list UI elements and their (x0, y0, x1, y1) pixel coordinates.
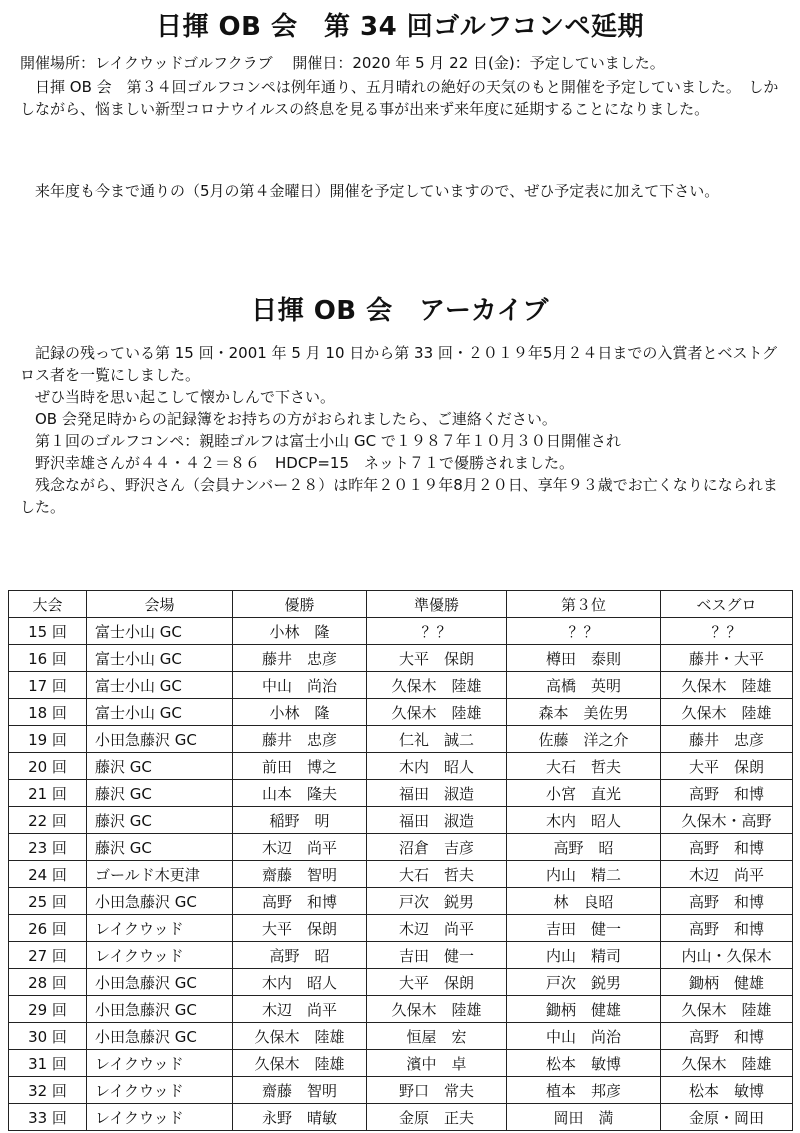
runner-up-cell: ？？ (367, 618, 507, 645)
archive-line: OB 会発足時からの記録簿をお持ちの方がおられましたら、ご連絡ください。 (35, 410, 557, 428)
best-gross-cell: 久保木・高野 (661, 807, 793, 834)
event-cell: 32 回 (9, 1077, 87, 1104)
event-cell: 31 回 (9, 1050, 87, 1077)
venue-cell: レイクウッド (87, 1077, 233, 1104)
winner-cell: 大平 保朗 (233, 915, 367, 942)
archive-line: 記録の残っている第 15 回・2001 年 5 月 10 日から第 33 回・２０１９年5月２４日までの入賞者とベストグロス者を一覧にしました。 (20, 344, 778, 384)
runner-up-cell: 福田 淑造 (367, 780, 507, 807)
third-place-cell: 吉田 健一 (507, 915, 661, 942)
table-row (9, 780, 793, 807)
table-row (9, 834, 793, 861)
winner-cell: 齋藤 智明 (233, 861, 367, 888)
results-body (9, 618, 793, 1131)
venue-cell: レイクウッド (87, 1050, 233, 1077)
runner-up-cell: 恒屋 宏 (367, 1023, 507, 1050)
postpone-paragraph-1: 日揮 OB 会 第３４回ゴルフコンペは例年通り、五月晴れの絶好の天気のもと開催を予定していました。 しかしながら、悩ましい新型コロナウイルスの終息を見る事が出来ず来年度に延期することになりました。 (20, 78, 779, 118)
third-place-cell: 松本 敏博 (507, 1050, 661, 1077)
third-place-cell: 高野 昭 (507, 834, 661, 861)
header-best-gross: ベスグロ (661, 591, 793, 618)
table-row (9, 618, 793, 645)
header-third-place: 第３位 (507, 591, 661, 618)
runner-up-cell: 久保木 陸雄 (367, 672, 507, 699)
archive-intro (20, 342, 782, 518)
best-gross-cell: 高野 和博 (661, 834, 793, 861)
best-gross-cell: 藤井 忠彦 (661, 726, 793, 753)
venue-cell: レイクウッド (87, 915, 233, 942)
runner-up-cell: 大平 保朗 (367, 645, 507, 672)
third-place-cell: 木内 昭人 (507, 807, 661, 834)
runner-up-cell: 金原 正夫 (367, 1104, 507, 1131)
runner-up-cell: 吉田 健一 (367, 942, 507, 969)
winner-cell: 中山 尚治 (233, 672, 367, 699)
winner-cell: 藤井 忠彦 (233, 726, 367, 753)
third-place-cell: 高橋 英明 (507, 672, 661, 699)
table-row (9, 753, 793, 780)
header-venue: 会場 (87, 591, 233, 618)
venue-cell: レイクウッド (87, 942, 233, 969)
archive-line: 野沢幸雄さんが４４・４２＝８６ HDCP=15 ネット７１で優勝されました。 (35, 454, 575, 472)
table-row (9, 996, 793, 1023)
winner-cell: 木辺 尚平 (233, 996, 367, 1023)
best-gross-cell: 高野 和博 (661, 888, 793, 915)
best-gross-cell: 木辺 尚平 (661, 861, 793, 888)
best-gross-cell: 久保木 陸雄 (661, 699, 793, 726)
event-cell: 27 回 (9, 942, 87, 969)
third-place-cell: 中山 尚治 (507, 1023, 661, 1050)
venue-cell: ゴールド木更津 (87, 861, 233, 888)
venue-cell: 藤沢 GC (87, 807, 233, 834)
runner-up-cell: 大平 保朗 (367, 969, 507, 996)
runner-up-cell: 濱中 卓 (367, 1050, 507, 1077)
third-place-cell: 内山 精司 (507, 942, 661, 969)
header-runner-up: 準優勝 (367, 591, 507, 618)
venue-cell: 藤沢 GC (87, 780, 233, 807)
third-place-cell: 戸次 鋭男 (507, 969, 661, 996)
event-cell: 16 回 (9, 645, 87, 672)
third-place-cell: 森本 美佐男 (507, 699, 661, 726)
best-gross-cell: 久保木 陸雄 (661, 996, 793, 1023)
winner-cell: 稲野 明 (233, 807, 367, 834)
venue-cell: 小田急藤沢 GC (87, 969, 233, 996)
third-place-cell: 林 良昭 (507, 888, 661, 915)
winner-cell: 藤井 忠彦 (233, 645, 367, 672)
best-gross-cell: 鋤柄 健雄 (661, 969, 793, 996)
table-row (9, 807, 793, 834)
runner-up-cell: 木内 昭人 (367, 753, 507, 780)
event-info: 開催場所：レイクウッドゴルフクラブ 開催日：2020 年 5 月 22 日(金)：予定していました。 (20, 54, 665, 72)
runner-up-cell: 大石 哲夫 (367, 861, 507, 888)
table-row (9, 942, 793, 969)
table-header-row (9, 591, 793, 618)
venue-cell: レイクウッド (87, 1104, 233, 1131)
header-event: 大会 (9, 591, 87, 618)
runner-up-cell: 福田 淑造 (367, 807, 507, 834)
third-place-cell: 大石 哲夫 (507, 753, 661, 780)
event-cell: 25 回 (9, 888, 87, 915)
event-cell: 22 回 (9, 807, 87, 834)
runner-up-cell: 沼倉 吉彦 (367, 834, 507, 861)
third-place-cell: 小宮 直光 (507, 780, 661, 807)
table-row (9, 726, 793, 753)
archive-line: 残念ながら、野沢さん（会員ナンバー２８）は昨年２０１９年8月２０日、享年９３歳でお亡くなりになられました。 (20, 476, 778, 516)
postpone-title: 日揮 OB 会 第 34 回ゴルフコンペ延期 (155, 12, 644, 42)
runner-up-cell: 仁礼 誠二 (367, 726, 507, 753)
runner-up-cell: 木辺 尚平 (367, 915, 507, 942)
table-row (9, 699, 793, 726)
table-row (9, 861, 793, 888)
best-gross-cell: 金原・岡田 (661, 1104, 793, 1131)
venue-cell: 藤沢 GC (87, 753, 233, 780)
third-place-cell: 内山 精二 (507, 861, 661, 888)
winner-cell: 前田 博之 (233, 753, 367, 780)
venue-cell: 富士小山 GC (87, 645, 233, 672)
archive-title: 日揮 OB 会 アーカイブ (251, 296, 549, 326)
best-gross-cell: 久保木 陸雄 (661, 672, 793, 699)
event-cell: 33 回 (9, 1104, 87, 1131)
postpone-paragraph-2: 来年度も今まで通りの（5月の第４金曜日）開催を予定していますので、ぜひ予定表に加えて下さい。 (35, 182, 720, 200)
winner-cell: 久保木 陸雄 (233, 1050, 367, 1077)
archive-line: 第１回のゴルフコンペ：親睦ゴルフは富士小山 GC で１９８７年１０月３０日開催され (35, 432, 621, 450)
third-place-cell: 樽田 泰則 (507, 645, 661, 672)
table-row (9, 1050, 793, 1077)
event-cell: 30 回 (9, 1023, 87, 1050)
table-row (9, 1023, 793, 1050)
winner-cell: 齋藤 智明 (233, 1077, 367, 1104)
best-gross-cell: 高野 和博 (661, 780, 793, 807)
runner-up-cell: 野口 常夫 (367, 1077, 507, 1104)
header-winner: 優勝 (233, 591, 367, 618)
best-gross-cell: 大平 保朗 (661, 753, 793, 780)
best-gross-cell: 高野 和博 (661, 1023, 793, 1050)
event-cell: 17 回 (9, 672, 87, 699)
runner-up-cell: 久保木 陸雄 (367, 699, 507, 726)
event-cell: 20 回 (9, 753, 87, 780)
results-table (8, 590, 793, 1131)
winner-cell: 小林 隆 (233, 618, 367, 645)
venue-cell: 藤沢 GC (87, 834, 233, 861)
winner-cell: 高野 和博 (233, 888, 367, 915)
archive-line: ぜひ当時を思い起こして懐かしんで下さい。 (35, 388, 336, 406)
third-place-cell: ？？ (507, 618, 661, 645)
event-cell: 24 回 (9, 861, 87, 888)
venue-cell: 富士小山 GC (87, 699, 233, 726)
third-place-cell: 鋤柄 健雄 (507, 996, 661, 1023)
third-place-cell: 佐藤 洋之介 (507, 726, 661, 753)
event-cell: 23 回 (9, 834, 87, 861)
table-row (9, 1077, 793, 1104)
winner-cell: 永野 晴敏 (233, 1104, 367, 1131)
winner-cell: 木辺 尚平 (233, 834, 367, 861)
venue-cell: 小田急藤沢 GC (87, 1023, 233, 1050)
table-row (9, 672, 793, 699)
table-row (9, 915, 793, 942)
best-gross-cell: 高野 和博 (661, 915, 793, 942)
table-row (9, 888, 793, 915)
table-row (9, 969, 793, 996)
venue-cell: 小田急藤沢 GC (87, 996, 233, 1023)
table-row (9, 645, 793, 672)
event-cell: 21 回 (9, 780, 87, 807)
event-cell: 15 回 (9, 618, 87, 645)
event-cell: 29 回 (9, 996, 87, 1023)
event-cell: 26 回 (9, 915, 87, 942)
winner-cell: 久保木 陸雄 (233, 1023, 367, 1050)
third-place-cell: 植本 邦彦 (507, 1077, 661, 1104)
third-place-cell: 岡田 満 (507, 1104, 661, 1131)
best-gross-cell: 松本 敏博 (661, 1077, 793, 1104)
table-row (9, 1104, 793, 1131)
winner-cell: 小林 隆 (233, 699, 367, 726)
event-cell: 18 回 (9, 699, 87, 726)
runner-up-cell: 久保木 陸雄 (367, 996, 507, 1023)
best-gross-cell: 久保木 陸雄 (661, 1050, 793, 1077)
venue-cell: 富士小山 GC (87, 618, 233, 645)
event-cell: 28 回 (9, 969, 87, 996)
best-gross-cell: ？？ (661, 618, 793, 645)
runner-up-cell: 戸次 鋭男 (367, 888, 507, 915)
winner-cell: 高野 昭 (233, 942, 367, 969)
best-gross-cell: 藤井・大平 (661, 645, 793, 672)
winner-cell: 山本 隆夫 (233, 780, 367, 807)
event-cell: 19 回 (9, 726, 87, 753)
winner-cell: 木内 昭人 (233, 969, 367, 996)
venue-cell: 富士小山 GC (87, 672, 233, 699)
venue-cell: 小田急藤沢 GC (87, 888, 233, 915)
venue-cell: 小田急藤沢 GC (87, 726, 233, 753)
best-gross-cell: 内山・久保木 (661, 942, 793, 969)
